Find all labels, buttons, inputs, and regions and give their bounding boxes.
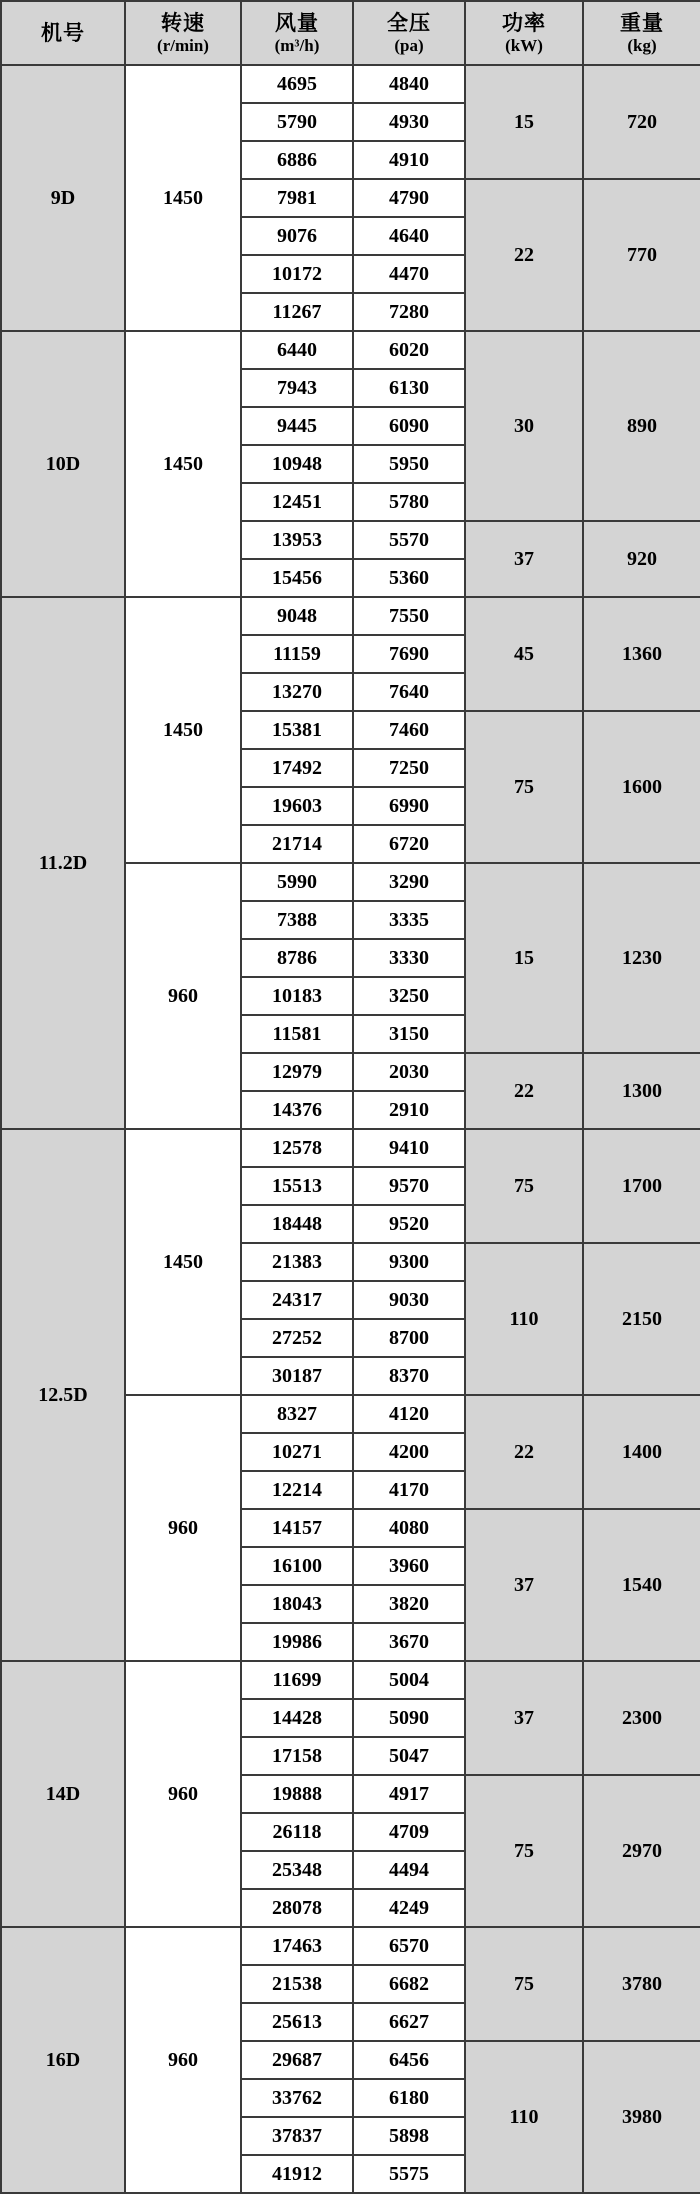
cell-power: 37 — [465, 1509, 583, 1661]
cell-pressure: 6570 — [353, 1927, 465, 1965]
cell-pressure: 3670 — [353, 1623, 465, 1661]
cell-flow: 12214 — [241, 1471, 353, 1509]
column-header-model-title: 机号 — [41, 20, 85, 45]
cell-pressure: 5047 — [353, 1737, 465, 1775]
cell-flow: 8786 — [241, 939, 353, 977]
cell-power: 30 — [465, 331, 583, 521]
cell-weight: 890 — [583, 331, 700, 521]
cell-pressure: 5004 — [353, 1661, 465, 1699]
table-row — [1, 331, 700, 369]
cell-flow: 4695 — [241, 65, 353, 103]
cell-power: 22 — [465, 1053, 583, 1129]
cell-power: 37 — [465, 1661, 583, 1775]
cell-speed: 960 — [125, 1927, 241, 2193]
cell-pressure: 9570 — [353, 1167, 465, 1205]
cell-flow: 19888 — [241, 1775, 353, 1813]
cell-pressure: 4170 — [353, 1471, 465, 1509]
cell-pressure: 3335 — [353, 901, 465, 939]
cell-power: 75 — [465, 1927, 583, 2041]
cell-flow: 5990 — [241, 863, 353, 901]
cell-pressure: 6456 — [353, 2041, 465, 2079]
table-body — [1, 65, 700, 2193]
cell-power: 15 — [465, 65, 583, 179]
cell-flow: 7943 — [241, 369, 353, 407]
cell-pressure: 7550 — [353, 597, 465, 635]
cell-flow: 11267 — [241, 293, 353, 331]
cell-flow: 21538 — [241, 1965, 353, 2003]
cell-power: 110 — [465, 1243, 583, 1395]
cell-pressure: 4790 — [353, 179, 465, 217]
cell-flow: 7388 — [241, 901, 353, 939]
cell-model: 12.5D — [1, 1129, 125, 1661]
cell-pressure: 6990 — [353, 787, 465, 825]
cell-weight: 1540 — [583, 1509, 700, 1661]
cell-power: 75 — [465, 1129, 583, 1243]
cell-flow: 24317 — [241, 1281, 353, 1319]
cell-flow: 33762 — [241, 2079, 353, 2117]
cell-pressure: 4470 — [353, 255, 465, 293]
cell-weight: 1360 — [583, 597, 700, 711]
cell-pressure: 3330 — [353, 939, 465, 977]
column-header-flow-title: 风量 — [275, 10, 319, 35]
cell-model: 11.2D — [1, 597, 125, 1129]
cell-pressure: 5950 — [353, 445, 465, 483]
cell-flow: 9076 — [241, 217, 353, 255]
cell-pressure: 3290 — [353, 863, 465, 901]
cell-flow: 28078 — [241, 1889, 353, 1927]
column-header-flow-unit: (m³/h) — [274, 35, 320, 55]
cell-pressure: 5360 — [353, 559, 465, 597]
column-header-weight — [583, 1, 700, 65]
cell-flow: 7981 — [241, 179, 353, 217]
table-header — [1, 1, 700, 65]
cell-pressure: 5898 — [353, 2117, 465, 2155]
cell-pressure: 9410 — [353, 1129, 465, 1167]
cell-pressure: 4080 — [353, 1509, 465, 1547]
column-header-speed — [125, 1, 241, 65]
cell-flow: 9445 — [241, 407, 353, 445]
cell-flow: 30187 — [241, 1357, 353, 1395]
cell-speed: 1450 — [125, 1129, 241, 1395]
cell-pressure: 2030 — [353, 1053, 465, 1091]
cell-flow: 13953 — [241, 521, 353, 559]
cell-flow: 5790 — [241, 103, 353, 141]
cell-pressure: 7690 — [353, 635, 465, 673]
cell-flow: 25348 — [241, 1851, 353, 1889]
cell-flow: 17463 — [241, 1927, 353, 1965]
cell-power: 15 — [465, 863, 583, 1053]
cell-weight: 1300 — [583, 1053, 700, 1129]
cell-flow: 29687 — [241, 2041, 353, 2079]
cell-flow: 12979 — [241, 1053, 353, 1091]
cell-weight: 1230 — [583, 863, 700, 1053]
cell-model: 9D — [1, 65, 125, 331]
cell-flow: 14157 — [241, 1509, 353, 1547]
cell-model: 14D — [1, 1661, 125, 1927]
cell-flow: 41912 — [241, 2155, 353, 2193]
cell-pressure: 4917 — [353, 1775, 465, 1813]
table-row — [1, 1661, 700, 1699]
cell-pressure: 6130 — [353, 369, 465, 407]
cell-pressure: 8700 — [353, 1319, 465, 1357]
cell-flow: 10948 — [241, 445, 353, 483]
cell-pressure: 3960 — [353, 1547, 465, 1585]
cell-pressure: 2910 — [353, 1091, 465, 1129]
cell-flow: 19603 — [241, 787, 353, 825]
cell-weight: 1600 — [583, 711, 700, 863]
cell-power: 75 — [465, 1775, 583, 1927]
cell-model: 10D — [1, 331, 125, 597]
cell-speed: 1450 — [125, 597, 241, 863]
cell-pressure: 9030 — [353, 1281, 465, 1319]
cell-pressure: 3150 — [353, 1015, 465, 1053]
cell-pressure: 5575 — [353, 2155, 465, 2193]
cell-flow: 15513 — [241, 1167, 353, 1205]
cell-pressure: 6090 — [353, 407, 465, 445]
table-row — [1, 1927, 700, 1965]
column-header-weight-title: 重量 — [620, 10, 664, 35]
cell-speed: 960 — [125, 1395, 241, 1661]
cell-pressure: 6720 — [353, 825, 465, 863]
cell-flow: 12578 — [241, 1129, 353, 1167]
cell-flow: 18043 — [241, 1585, 353, 1623]
column-header-speed-unit: (r/min) — [157, 35, 209, 55]
cell-pressure: 8370 — [353, 1357, 465, 1395]
cell-pressure: 4494 — [353, 1851, 465, 1889]
cell-pressure: 3820 — [353, 1585, 465, 1623]
cell-pressure: 4910 — [353, 141, 465, 179]
header-row — [1, 1, 700, 65]
cell-weight: 2970 — [583, 1775, 700, 1927]
cell-flow: 14428 — [241, 1699, 353, 1737]
cell-pressure: 5570 — [353, 521, 465, 559]
column-header-press — [353, 1, 465, 65]
cell-flow: 15381 — [241, 711, 353, 749]
cell-pressure: 6020 — [353, 331, 465, 369]
column-header-speed-title: 转速 — [161, 10, 205, 35]
cell-flow: 10271 — [241, 1433, 353, 1471]
cell-weight: 770 — [583, 179, 700, 331]
column-header-press-unit: (pa) — [394, 35, 424, 55]
cell-flow: 26118 — [241, 1813, 353, 1851]
cell-weight: 1700 — [583, 1129, 700, 1243]
cell-flow: 18448 — [241, 1205, 353, 1243]
cell-flow: 27252 — [241, 1319, 353, 1357]
cell-flow: 10172 — [241, 255, 353, 293]
cell-weight: 2150 — [583, 1243, 700, 1395]
cell-flow: 16100 — [241, 1547, 353, 1585]
table-row — [1, 65, 700, 103]
cell-weight: 3780 — [583, 1927, 700, 2041]
column-header-weight-unit: (kg) — [627, 35, 657, 55]
cell-flow: 17158 — [241, 1737, 353, 1775]
cell-pressure: 4840 — [353, 65, 465, 103]
cell-pressure: 7640 — [353, 673, 465, 711]
column-header-power — [465, 1, 583, 65]
cell-pressure: 4709 — [353, 1813, 465, 1851]
cell-pressure: 4120 — [353, 1395, 465, 1433]
cell-flow: 9048 — [241, 597, 353, 635]
cell-pressure: 5780 — [353, 483, 465, 521]
cell-power: 22 — [465, 1395, 583, 1509]
cell-pressure: 4930 — [353, 103, 465, 141]
table-row — [1, 1129, 700, 1167]
column-header-model — [1, 1, 125, 65]
cell-power: 45 — [465, 597, 583, 711]
cell-pressure: 6682 — [353, 1965, 465, 2003]
cell-pressure: 6180 — [353, 2079, 465, 2117]
column-header-power-title: 功率 — [502, 10, 546, 35]
column-header-power-unit: (kW) — [505, 35, 543, 55]
cell-flow: 12451 — [241, 483, 353, 521]
cell-power: 110 — [465, 2041, 583, 2193]
cell-flow: 11159 — [241, 635, 353, 673]
cell-flow: 10183 — [241, 977, 353, 1015]
cell-power: 75 — [465, 711, 583, 863]
cell-flow: 15456 — [241, 559, 353, 597]
cell-flow: 6440 — [241, 331, 353, 369]
cell-pressure: 7280 — [353, 293, 465, 331]
cell-pressure: 7460 — [353, 711, 465, 749]
cell-speed: 960 — [125, 863, 241, 1129]
cell-pressure: 9520 — [353, 1205, 465, 1243]
cell-pressure: 9300 — [353, 1243, 465, 1281]
cell-flow: 11699 — [241, 1661, 353, 1699]
cell-power: 37 — [465, 521, 583, 597]
column-header-flow — [241, 1, 353, 65]
cell-flow: 21383 — [241, 1243, 353, 1281]
cell-flow: 17492 — [241, 749, 353, 787]
cell-pressure: 4249 — [353, 1889, 465, 1927]
cell-weight: 720 — [583, 65, 700, 179]
cell-flow: 25613 — [241, 2003, 353, 2041]
cell-pressure: 6627 — [353, 2003, 465, 2041]
cell-pressure: 4640 — [353, 217, 465, 255]
cell-pressure: 7250 — [353, 749, 465, 787]
cell-flow: 37837 — [241, 2117, 353, 2155]
cell-flow: 6886 — [241, 141, 353, 179]
cell-speed: 960 — [125, 1661, 241, 1927]
cell-pressure: 4200 — [353, 1433, 465, 1471]
cell-speed: 1450 — [125, 65, 241, 331]
cell-flow: 8327 — [241, 1395, 353, 1433]
cell-pressure: 5090 — [353, 1699, 465, 1737]
cell-weight: 2300 — [583, 1661, 700, 1775]
cell-flow: 11581 — [241, 1015, 353, 1053]
cell-weight: 3980 — [583, 2041, 700, 2193]
cell-weight: 920 — [583, 521, 700, 597]
column-header-press-title: 全压 — [387, 10, 431, 35]
cell-power: 22 — [465, 179, 583, 331]
cell-flow: 21714 — [241, 825, 353, 863]
cell-weight: 1400 — [583, 1395, 700, 1509]
cell-flow: 19986 — [241, 1623, 353, 1661]
cell-flow: 14376 — [241, 1091, 353, 1129]
cell-model: 16D — [1, 1927, 125, 2193]
cell-pressure: 3250 — [353, 977, 465, 1015]
table-row — [1, 597, 700, 635]
cell-flow: 13270 — [241, 673, 353, 711]
cell-speed: 1450 — [125, 331, 241, 597]
